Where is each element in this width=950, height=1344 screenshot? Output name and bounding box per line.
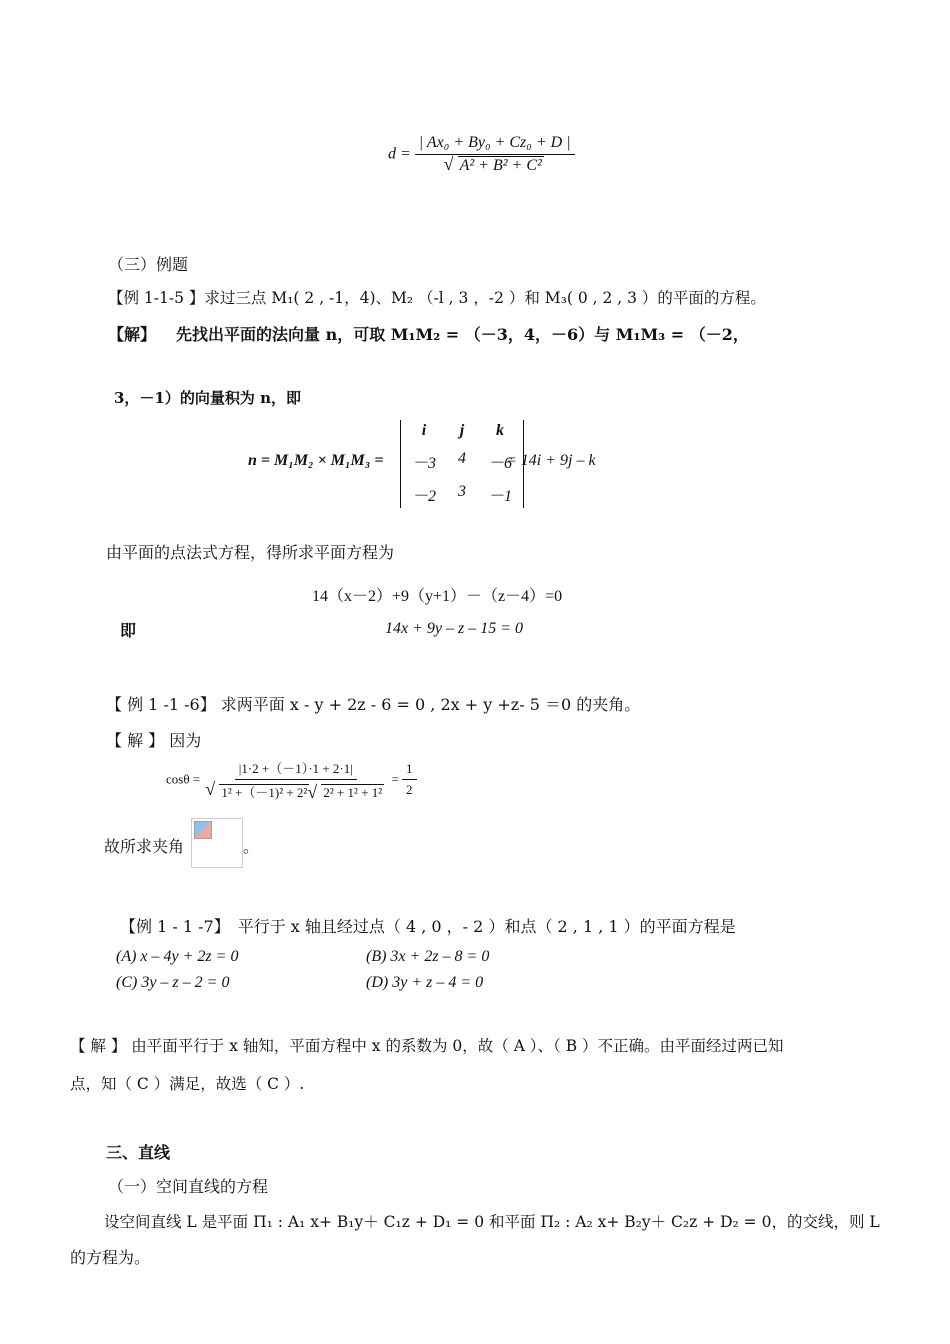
distance-denominator: A² + B² + C² [459,157,542,174]
cos-denominator-a: 1² +（－1)² + 2² [221,785,308,800]
ji-label: 即 [120,621,137,640]
solution-text: 先找出平面的法向量 n，可取 M₁M₂ = （－3，4，－6）与 M₁M₃ = （－2， [176,325,749,344]
broken-image-placeholder [191,818,243,868]
point-normal-text: 由平面的点法式方程，得所求平面方程为 [106,543,395,562]
image-icon [194,821,212,839]
example-1-1-5-solution-line1 [108,322,749,345]
determinant-cell: －1 [487,488,512,505]
cos-numerator: |1·2 +（－1）·1 + 2·1| [235,758,357,780]
determinant-cell: －3 [411,455,436,472]
cos-result-denominator: 2 [406,782,413,797]
cos-fraction [203,758,388,801]
cos-result [402,761,417,798]
section-line-subtitle: （一）空间直线的方程 [108,1177,269,1196]
angle-answer-prefix: 故所求夹角 [104,837,185,856]
cos-lhs: cosθ = [166,771,201,787]
cross-product-lhs: n = M₁M₂ × M₁M₃ = [248,452,384,469]
example-1-1-5-solution-line2: 3，－1）的向量积为 n，即 [114,389,302,407]
distance-fraction [415,134,575,175]
cos-formula: cosθ = |1·2 +（－1）·1 + 2·1| √ 1² +（－1)² + 2²√ 2² + 1² + 1² = $\frac{1}{2}$ [166,758,417,801]
plane-equation-2: 14x + 9y – z – 15 = 0 [385,620,524,637]
line-definition-line2: 的方程为。 [70,1248,151,1267]
distance-formula [388,134,575,175]
example-1-1-5-title: 【例 1-1-5 】求过三点 M₁( 2 , -1，4)、M₂ （-l , 3 ，-2 ）和 M₃( 0 , 2 , 3 ）的平面的方程。 [108,289,766,307]
distance-numerator: | Ax₀ + By₀ + Cz₀ + D | [415,134,575,155]
example-1-1-6-solution: 【 解 】 因为 [106,731,202,750]
determinant-cell: j [459,422,465,439]
determinant-cell: －6 [487,455,512,472]
example-1-1-7-solution-line2: 点，知（ C ）满足，故选（ C ）. [70,1075,305,1093]
option-d: (D) 3y + z – 4 = 0 [366,974,484,991]
determinant-cell: k [496,422,504,439]
section-examples-title: （三）例题 [108,255,189,274]
cos-denominator-b: 2² + 1² + 1² [323,785,383,800]
determinant-cell: －2 [411,488,436,505]
plane-equation-1: 14（x－2）+9（y+1）－（z－4）=0 [312,588,563,605]
line-definition-line1: 设空间直线 L 是平面 Π₁ : A₁ x+ B₁y＋ C₁z + D₁ = 0 和平面 Π₂ : A₂ x+ B₂y＋ C₂z + D₂ = 0，的交线，则 L [104,1213,880,1231]
determinant-cell: 3 [458,483,466,500]
determinant-cell: i [421,422,427,439]
example-1-1-7-title: 【例 1 - 1 -7】 平行于 x 轴且经过点（ 4 , 0 ，- 2 ）和点（ 2 , 1 , 1 ）的平面方程是 [120,917,736,936]
option-a: (A) x – 4y + 2z = 0 [116,948,239,965]
cross-product-rhs: = 14i + 9j – k [506,452,596,469]
distance-lhs: d = [388,145,411,163]
example-1-1-6-title: 【 例 1 -1 -6】 求两平面 x - y + 2z - 6 = 0 , 2x + y +z- 5 ＝0 的夹角。 [106,695,641,714]
option-b: (B) 3x + 2z – 8 = 0 [366,948,490,965]
option-c: (C) 3y – z – 2 = 0 [116,974,230,991]
cos-result-numerator: 1 [402,761,417,780]
solution-label: 【解】 [108,325,157,344]
section-line-title: 三、直线 [106,1143,171,1162]
example-1-1-7-solution-line1: 【 解 】 由平面平行于 x 轴知，平面方程中 x 的系数为 0，故（ A ）、（ B ）不正确。由平面经过两已知 [70,1037,784,1055]
angle-answer-suffix: 。 [243,837,260,856]
determinant-cell: 4 [458,450,466,467]
